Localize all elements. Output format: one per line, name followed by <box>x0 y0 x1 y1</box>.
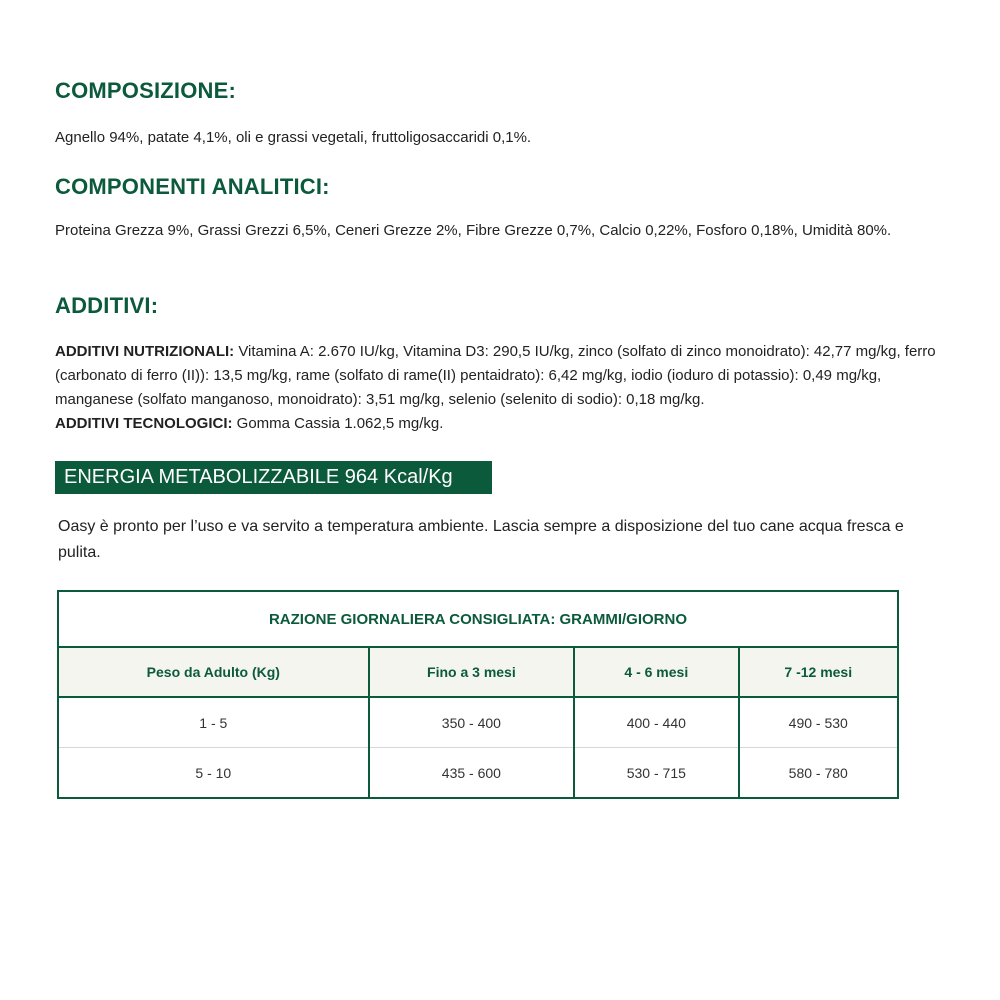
table-cell: 400 - 440 <box>574 697 738 748</box>
analytical-components-heading: COMPONENTI ANALITICI: <box>55 174 330 199</box>
metabolizable-energy-banner: ENERGIA METABOLIZZABILE 964 Kcal/Kg <box>55 461 492 494</box>
analytical-components-text: Proteina Grezza 9%, Grassi Grezzi 6,5%, Ceneri Grezze 2%, Fibre Grezze 0,7%, Calcio 0,22%, Fosforo 0,18%, Umidità 80%. <box>55 222 892 239</box>
header-7-12-months: 7 -12 mesi <box>739 647 899 697</box>
additives-text <box>55 340 955 436</box>
ration-table-header-row <box>58 647 898 697</box>
daily-ration-table <box>57 590 899 799</box>
header-4-6-months: 4 - 6 mesi <box>574 647 738 697</box>
table-cell: 350 - 400 <box>369 697 575 748</box>
composition-text: Agnello 94%, patate 4,1%, oli e grassi vegetali, fruttoligosaccaridi 0,1%. <box>55 129 532 146</box>
usage-instructions: Oasy è pronto per l’uso e va servito a temperatura ambiente. Lascia sempre a disposizione del tuo cane acqua fresca e pulita. <box>58 518 904 561</box>
composition-heading: COMPOSIZIONE: <box>55 78 237 103</box>
technological-additives-text: Gomma Cassia 1.062,5 mg/kg. <box>232 415 444 432</box>
table-cell: 1 - 5 <box>58 697 369 748</box>
table-cell: 435 - 600 <box>369 748 575 799</box>
nutritional-additives-label: ADDITIVI NUTRIZIONALI: <box>55 343 235 360</box>
technological-additives-label: ADDITIVI TECNOLOGICI: <box>55 415 233 432</box>
table-cell: 5 - 10 <box>58 748 369 799</box>
table-row <box>58 748 898 799</box>
nutritional-additives-text: Vitamina A: 2.670 IU/kg, Vitamina D3: 290,5 IU/kg, zinco (solfato di zinco monoidrato): 42,77 mg/kg, ferro (carbonato di ferro (II)): 13,5 mg/kg, rame (solfato di rame(II) pentaidrato): 6,42 mg/kg, iodio (ioduro di potassio): 0,49 mg/kg, manganese (solfato manganoso, monoidrato): 3,51 mg/kg, selenio (selenito di sodio): 0,18 mg/kg. <box>55 343 936 408</box>
ration-table-title: RAZIONE GIORNALIERA CONSIGLIATA: GRAMMI/GIORNO <box>58 591 898 647</box>
additives-heading: ADDITIVI: <box>55 293 159 318</box>
header-up-to-3-months: Fino a 3 mesi <box>369 647 575 697</box>
table-row <box>58 697 898 748</box>
table-cell: 530 - 715 <box>574 748 738 799</box>
table-cell: 490 - 530 <box>739 697 899 748</box>
header-adult-weight: Peso da Adulto (Kg) <box>58 647 369 697</box>
table-cell: 580 - 780 <box>788 764 848 781</box>
